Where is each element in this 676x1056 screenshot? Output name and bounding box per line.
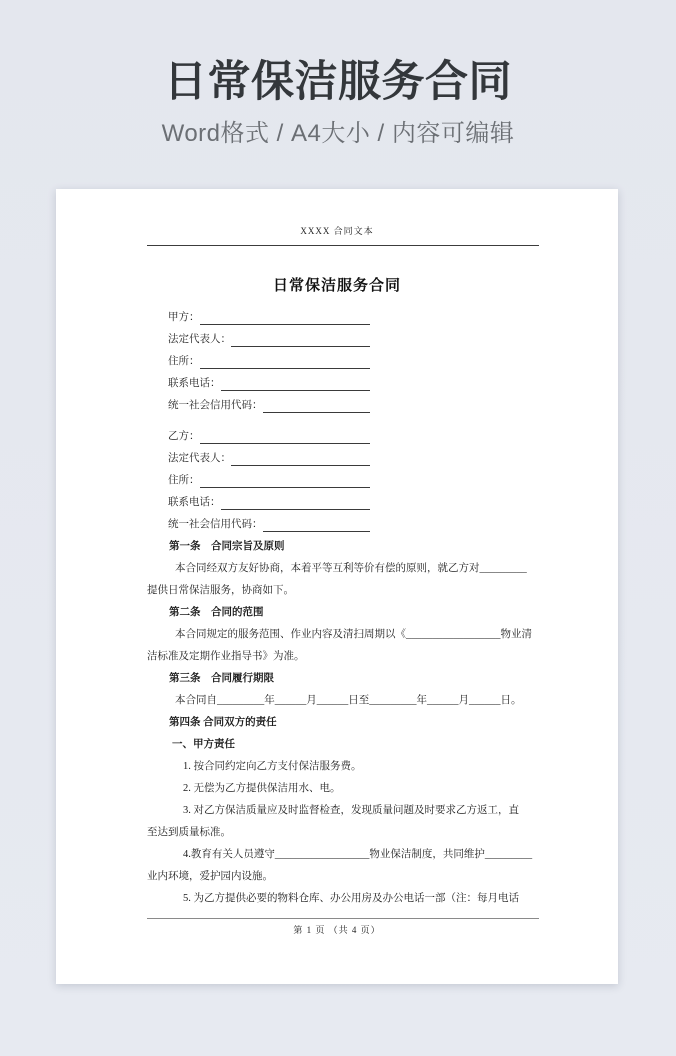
sub-heading: 一、甲方责任 [172,739,235,750]
document-page [56,189,618,984]
article-heading: 第二条 合同的范围 [169,607,264,618]
article-heading: 第四条 合同双方的责任 [169,717,277,728]
contract-line: 提供日常保洁服务，协商如下。 [147,585,294,596]
form-row-party-a-representative [147,329,370,351]
contract-line: 本合同自_________年______月______日至_________年______月______日。 [175,695,522,706]
form-row-party-a-address [147,351,370,373]
field-label: 住所： [168,475,200,486]
blank-line [200,368,371,369]
contract-line: 1. 按合同约定向乙方支付保洁服务费。 [183,761,362,772]
page-number: 第 1 页 （共 4 页） [293,925,381,935]
blank-line [200,487,371,488]
form-row-party-a-name [147,307,370,329]
blank-line [231,465,370,466]
contract-body [147,536,545,910]
blank-line [200,324,371,325]
field-label: 法定代表人： [168,334,231,345]
contract-line: 洁标准及定期作业指导书》为准。 [147,651,305,662]
contract-line: 3. 对乙方保洁质量应及时监督检查，发现质量问题及时要求乙方返工，直 [183,805,519,816]
contract-line: 本合同规定的服务范围、作业内容及清扫周期以《__________________物业清 [175,629,532,640]
template-title: 日常保洁服务合同 [164,58,512,106]
form-row-party-a-phone [147,373,370,395]
blank-line [231,346,370,347]
contract-line: 4.教育有关人员遵守__________________物业保洁制度，共同维护_________ [183,849,533,860]
blank-line [263,412,371,413]
contract-line: 业内环境，爱护园内设施。 [147,871,273,882]
article-heading: 第三条 合同履行期限 [169,673,274,684]
field-label: 住所： [168,356,200,367]
running-header: XXXX 合同文本 [300,226,374,236]
form-row-party-b-representative [147,448,370,470]
document-title: 日常保洁服务合同 [272,278,401,294]
field-label: 甲方： [168,312,200,323]
blank-line [221,390,371,391]
party-b-block [147,426,387,536]
field-label: 法定代表人： [168,453,231,464]
party-a-block [147,307,387,417]
blank-line [200,443,371,444]
field-label: 联系电话： [168,497,221,508]
footer-rule [147,918,539,919]
contract-line: 本合同经双方友好协商，本着平等互利等价有偿的原则，就乙方对_________ [175,563,527,574]
form-row-party-b-address [147,470,370,492]
blank-line [263,531,371,532]
form-row-party-a-credit-code [147,395,370,417]
field-label: 统一社会信用代码： [168,400,263,411]
field-label: 统一社会信用代码： [168,519,263,530]
template-subtitle: Word格式 / A4大小 / 内容可编辑 [161,120,515,147]
header-rule [147,245,539,246]
field-label: 联系电话： [168,378,221,389]
form-row-party-b-credit-code [147,514,370,536]
form-row-party-b-name [147,426,370,448]
field-label: 乙方： [168,431,200,442]
article-heading: 第一条 合同宗旨及原则 [169,541,285,552]
form-row-party-b-phone [147,492,370,514]
contract-line: 2. 无偿为乙方提供保洁用水、电。 [183,783,341,794]
blank-line [221,509,371,510]
contract-line: 5. 为乙方提供必要的物料仓库、办公用房及办公电话一部（注：每月电话 [183,893,519,904]
contract-line: 至达到质量标准。 [147,827,231,838]
